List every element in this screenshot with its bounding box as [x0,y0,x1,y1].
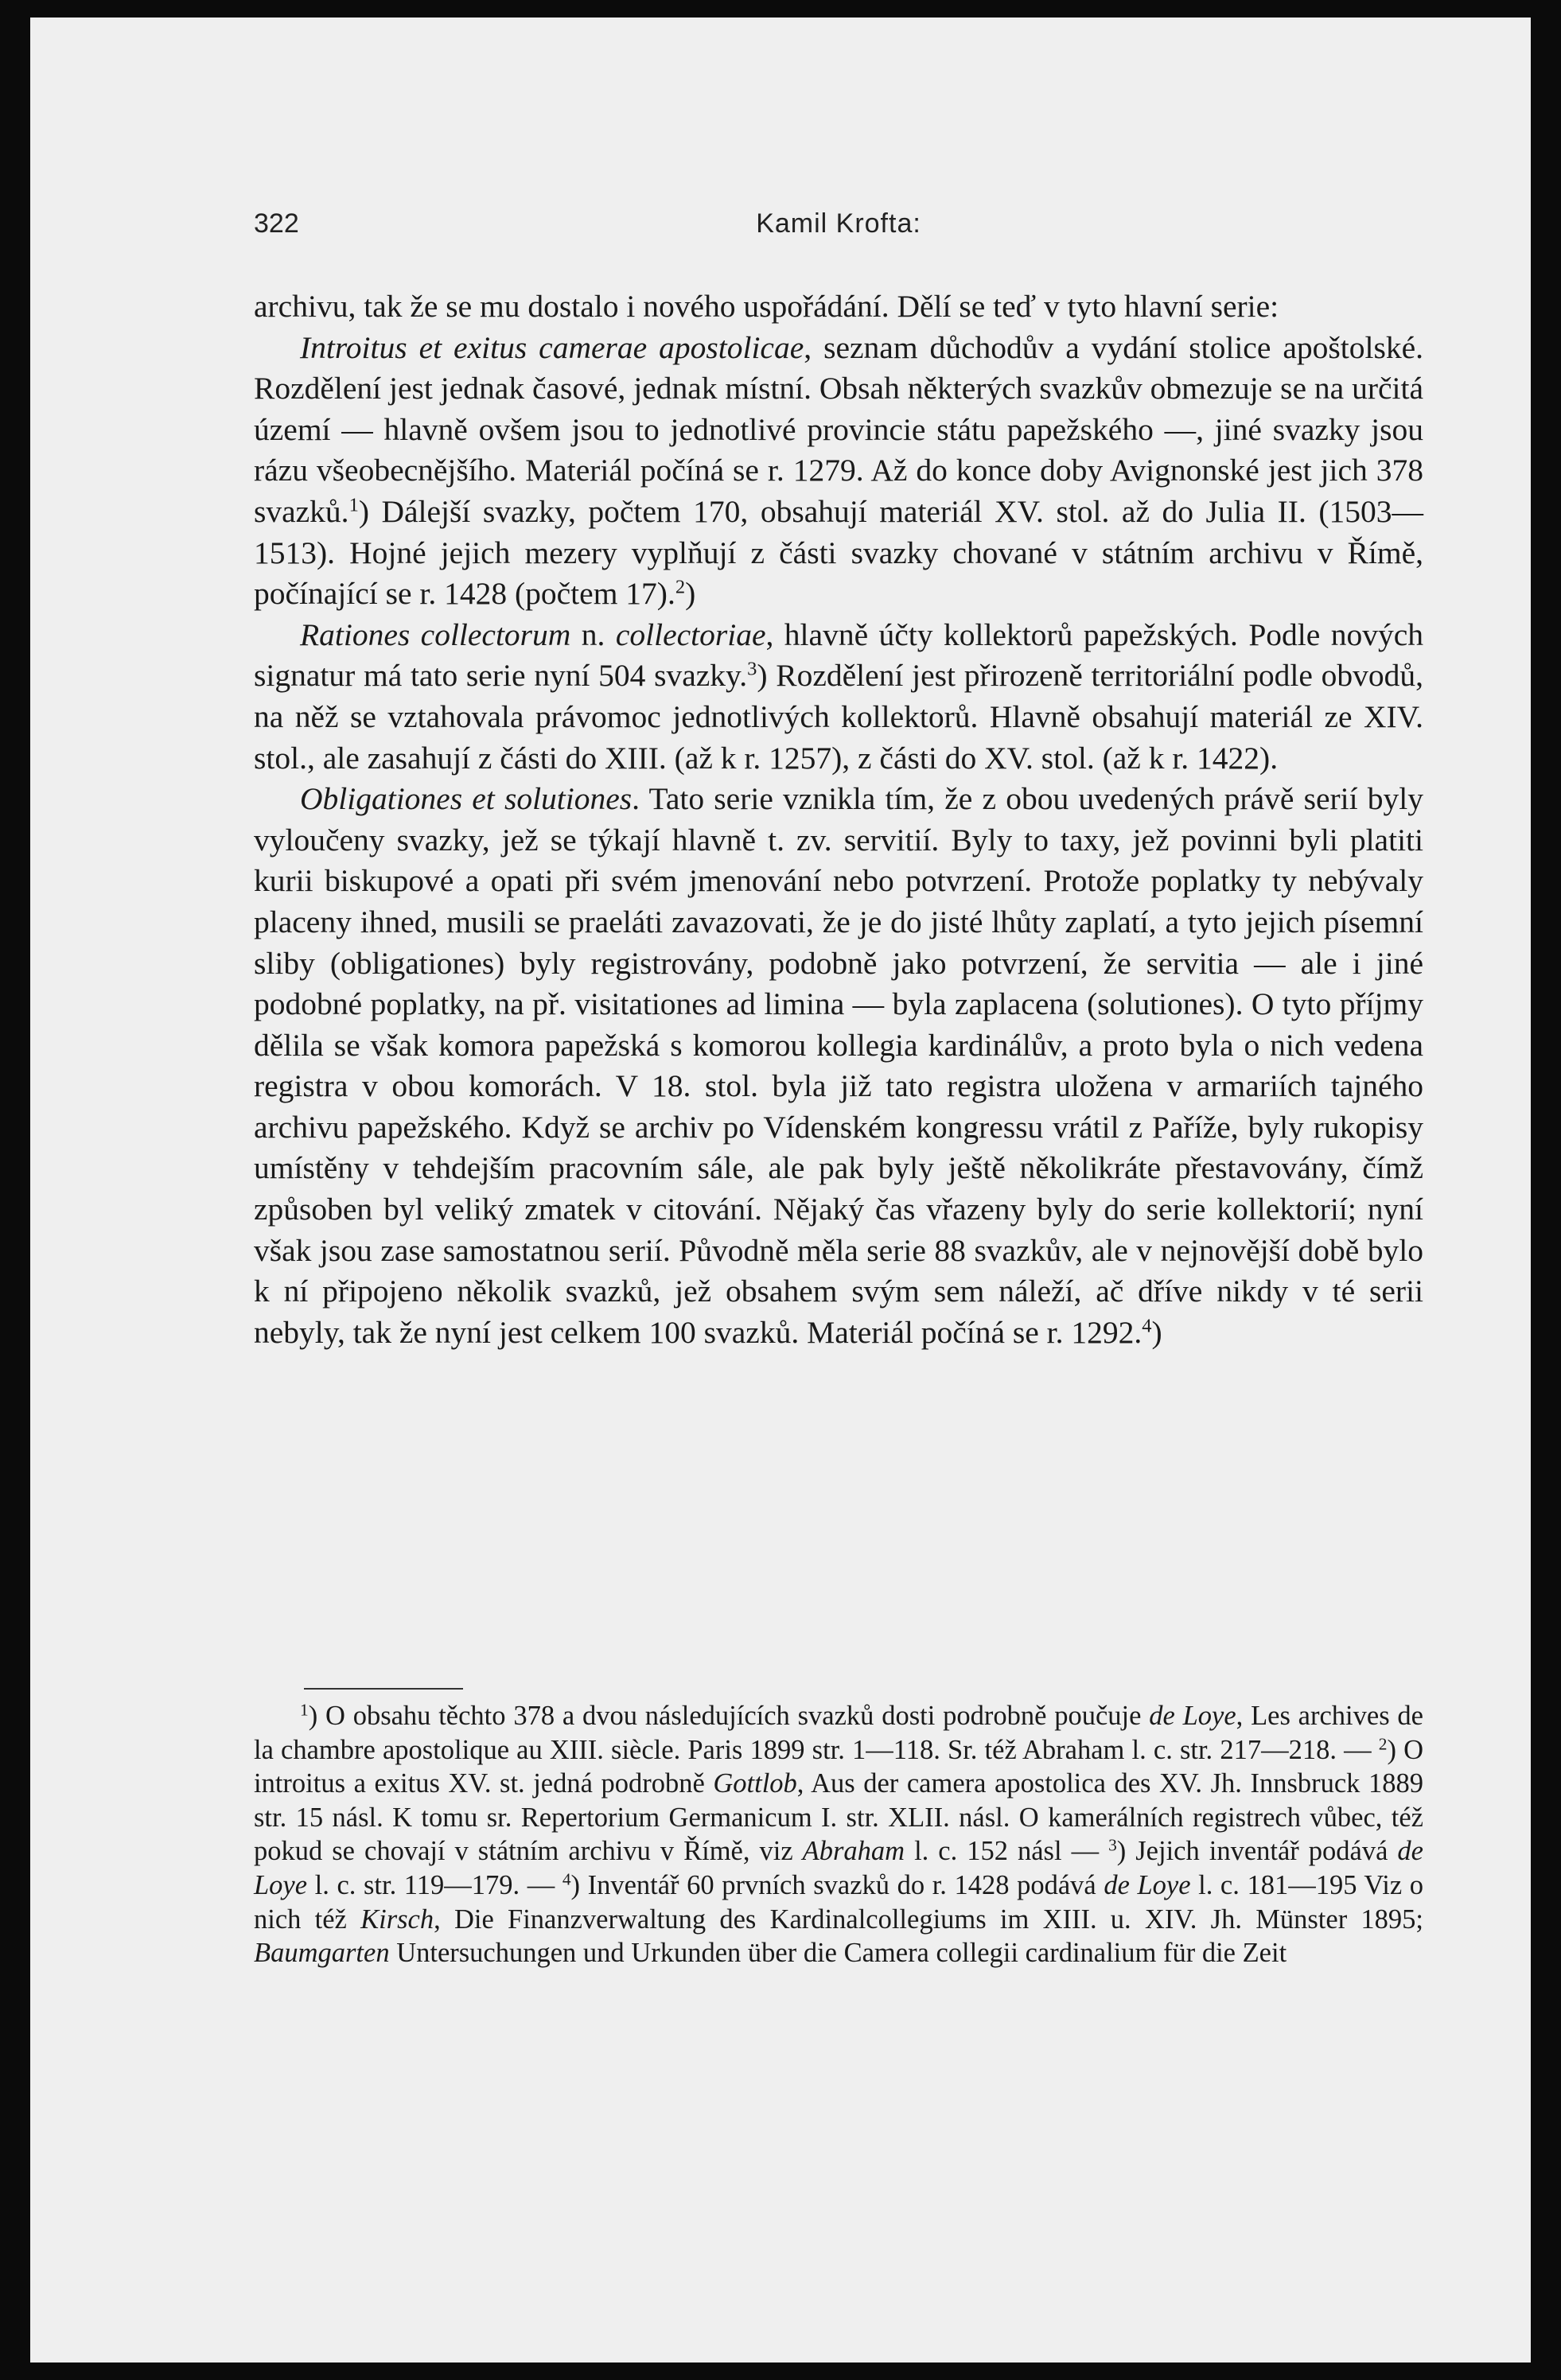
footnote-text [254,1699,1423,1970]
paragraph-intro [254,286,1423,328]
text-run: ) O obsahu těchto 378 a dvou následujících svazků dosti podrobně poučuje [308,1701,1150,1731]
footnote-marker: 2 [1378,1733,1388,1753]
text-run: . Tato serie vznikla tím, že z obou uvedených právě serií byly vyloučeny svazky, jež se týkají hlavně t. zv. servitií. Byly to taxy, jež povinni byli platiti kurii biskupové a opati při svém jmenování nebo potvrzení. Protože poplatky ty nebývaly placeny ihned, musili se praeláti zavazovati, že je do jisté lhůty zaplatí, a tyto jejich písemní sliby (obligationes) byly registrovány, podobně jako potvrzení, že servitia — ale i jiné podobné poplatky, na př. visitationes ad limina — byla zaplacena (solutiones). O tyto příjmy dělila se však komora papežská s komorou kollegia kardinálův, a proto byla o nich vedena registra v obou komorách. V 18. stol. byla již tato registra uložena v armariích tajného archivu papežského. Když se archiv po Vídenském kongressu vrátil z Paříže, byly rukopisy umístěny v tehdejším pracovním sále, ale pak byly ještě několikráte přestavovány, čímž způsoben byl veliký zmatek v citování. Nějaký čas vřazeny byly do serie kollektorií; nyní však jsou zase samostatnou serií. Původně měla serie 88 svazkův, ale v nejnovější době bylo k ní připojeno několik svazků, jež obsahem svým sem náleží, ač dříve nikdy v té serii nebyly, tak že nyní jest celkem 100 svazků. Materiál počíná se r. 1292. [254,781,1423,1350]
text-run: ) Dálejší svazky, počtem 170, obsahují materiál XV. stol. až do Julia II. (1503—1513). Hojné jejich mezery vyplňují z části svazky chované v státním archivu v Římě, počínající se r. 1428 (počtem 17). [254,493,1423,612]
italic-text: de Loye [1104,1869,1191,1900]
text-run: ) Inventář 60 prvních svazků do r. 1428 podává [570,1869,1104,1900]
footnote-marker: 3 [747,658,757,680]
page-number: 322 [254,208,299,239]
text-run: ) Jejich inventář podává [1116,1836,1398,1867]
text-run: , Les archives de la chambre apostolique au XIII. siècle. Paris 1899 str. 1—118. Sr. též Abraham l. c. str. 217—218. — [254,1701,1423,1765]
italic-text: Rationes collectorum [300,616,571,652]
text-run: Untersuchungen und Urkunden über die Camera collegii cardinalium für die Zeit [389,1938,1287,1969]
paragraph-rationes [254,615,1423,779]
italic-text: de Loye [254,1836,1423,1900]
footnote-divider [304,1688,463,1690]
text-run: ) [1151,1314,1162,1350]
italic-text: Abraham [802,1836,905,1867]
text-run: l. c. 181—195 Viz o nich též [254,1869,1424,1935]
footnote-marker: 4 [1142,1315,1152,1337]
footnote-marker: 2 [675,576,686,598]
page-header [254,208,1423,256]
footnote-marker: 4 [562,1869,571,1889]
text-run: l. c. 152 násl — [905,1836,1109,1867]
text-run: , hlavně účty kollektorů papežských. Podle nových signatur má tato serie nyní 504 svazky. [254,616,1424,694]
text-run: l. c. str. 119—179. — [307,1869,563,1900]
scanned-page [30,18,1531,2362]
text-run: ) [685,576,696,612]
italic-text: Gottlob [713,1768,797,1799]
text-run: archivu, tak že se mu dostalo i nového uspořádání. Dělí se teď v tyto hlavní serie: [254,289,1279,324]
text-run: , Die Finanzverwaltung des Kardinalcollegiums im XIII. u. XIV. Jh. Münster 1895; [434,1904,1424,1935]
paragraph-obligationes [254,779,1423,1353]
running-head: Kamil Krofta: [756,208,921,239]
italic-text: Obligationes et solutiones [300,781,633,817]
italic-text: Baumgarten [254,1938,390,1969]
paragraph-introitus [254,328,1423,615]
italic-text: de Loye [1149,1701,1236,1731]
footnote-marker: 1 [348,494,359,516]
footnote-marker: 3 [1108,1835,1117,1855]
main-text [254,286,1423,1353]
text-run: , Aus der camera apostolica des XV. Jh. Innsbruck 1889 str. 15 násl. K tomu sr. Repertorium Germanicum I. str. XLII. násl. O kamerálních registrech vůbec, též pokud se chovají v státním archivu v Římě, viz [254,1768,1423,1867]
italic-text: Introitus et exitus camerae apostolicae [300,329,804,365]
italic-text: Kirsch [360,1904,434,1935]
text-run: ) Rozdělení jest přirozeně territoriální podle obvodů, na něž se vztahovala právomoc jednotlivých kollektorů. Hlavně obsahují materiál ze XIV. stol., ale zasahují z části do XIII. (až k r. 1257), z části do XV. stol. (až k r. 1422). [254,658,1423,776]
text-run: , seznam důchodův a vydání stolice apoštolské. Rozdělení jest jednak časové, jednak místní. Obsah některých svazkův obmezuje se na určitá území — hlavně ovšem jsou to jednotlivé provincie státu papežského —, jiné svazky jsou rázu všeobecnějšího. Materiál počíná se r. 1279. Až do konce doby Avignonské jest jich 378 svazků. [254,329,1423,529]
text-run: ) O introitus a exitus XV. st. jedná podrobně [254,1734,1424,1799]
italic-text: collectoriae [615,616,766,652]
text-run: n. [570,616,616,652]
footnotes [254,1699,1423,1970]
footnote-marker: 1 [300,1700,309,1720]
